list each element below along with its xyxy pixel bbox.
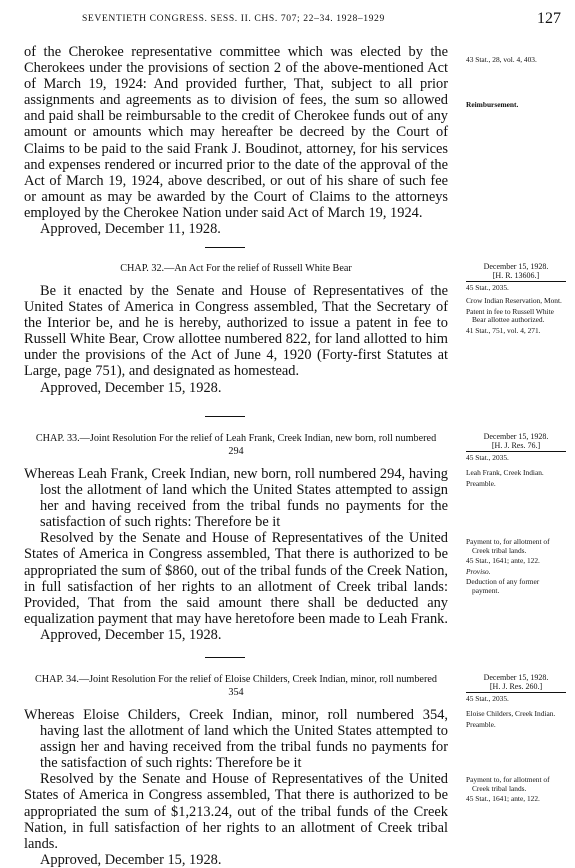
continued-text: of the Cherokee representative committee which was elected by the Cherokees under the provisions of section 2 of the above-mentioned Act of March 19, 1924: And provided further, That, subject to all prior assignments and agreements as to division of fees, the sum so allowed and paid shall be reimbursable to the credit of Cherokee funds out of any amount or amounts which may hereafter be decreed by the Court of Claims to be paid to the said Frank J. Boudinot, attorney, for his services and expenses rendered or incurred prior to the date of the approval of the Act of March 19, 1924, above described, or out of his share of such fee or amount as may be awarded by the Court of Claims to the attorneys employed by the Cherokee Nation under said Act of March 19, 1924.	[24, 44, 448, 221]
chapter-33-margin: December 15, 1928. [H. J. Res. 76.] 45 Stat., 2035. Leah Frank, Creek Indian. Preamble.	[466, 432, 566, 490]
whereas-clause: Whereas Eloise Childers, Creek Indian, minor, roll numbered 354, having last the allotment of land which the United States attempted to assign her and having received from the tribal funds no payments for the satisfaction of such rights: Therefore be it	[24, 707, 448, 772]
chapter-34-margin: December 15, 1928. [H. J. Res. 260.] 45 Stat., 2035. Eloise Childers, Creek Indian. Preamble.	[466, 673, 566, 731]
whereas-clause: Whereas Leah Frank, Creek Indian, new born, roll numbered 294, having lost the allotment of land which the United States attempted to assign her and having received from the tribal funds no payments for the satisfaction of such rights: Therefore be it	[24, 466, 448, 531]
date-bill-box: December 15, 1928. [H. J. Res. 76.]	[466, 432, 566, 452]
margin-note-reimbursement: Reimbursement.	[466, 100, 519, 109]
running-head: SEVENTIETH CONGRESS. SESS. II. CHS. 707; 22–34. 1928–1929	[82, 13, 385, 24]
date-bill-box: December 15, 1928. [H. R. 13606.]	[466, 262, 566, 282]
running-header	[0, 10, 575, 30]
chapter-32	[24, 262, 448, 396]
margin-note-citation: 43 Stat., 28, vol. 4, 403.	[466, 55, 537, 64]
chapter-32-margin: December 15, 1928. [H. R. 13606.] 45 Stat., 2035. Crow Indian Reservation, Mont. Patent in fee to Russell White Bear allottee authorized. 41 Stat., 751, vol. 4, 271.	[466, 262, 566, 337]
top-section	[24, 44, 448, 237]
chapter-33	[24, 432, 448, 643]
approved-date: Approved, December 11, 1928.	[40, 221, 221, 238]
section-divider	[205, 657, 245, 658]
chapter-34-margin-payment: Payment to, for allotment of Creek tribal lands. 45 Stat., 1641; ante, 122.	[466, 775, 550, 804]
date-bill-box: December 15, 1928. [H. J. Res. 260.]	[466, 673, 566, 693]
approved-date: Approved, December 15, 1928.	[40, 626, 222, 643]
approved-date: Approved, December 15, 1928.	[40, 379, 222, 396]
enacting-clause: Be it enacted by the Senate and House of Representatives of the United States of America in Congress assembled, That the Secretary of the Interior be, and he is hereby, authorized to issue a patent in fee to Russell White Bear, Crow allottee numbered 822, for land allotted to him under the provisions of the Act of June 4, 1920 (Forty-first Statutes at Large, page 751), and designated as homestead.	[24, 283, 448, 380]
page-number: 127	[537, 10, 561, 27]
section-divider	[205, 247, 245, 248]
approved-date: Approved, December 15, 1928.	[40, 851, 222, 868]
chapter-title: CHAP. 32.—An Act For the relief of Russell White Bear	[120, 263, 352, 274]
chapter-title: CHAP. 34.—Joint Resolution For the relief of Eloise Childers, Creek Indian, minor, roll numbered 354	[35, 674, 437, 698]
resolving-clause: Resolved by the Senate and House of Representatives of the United States of America in Congress assembled, That there is authorized to be appropriated the sum of $1,213.24, out of the tribal funds of the Creek Nation, in full satisfaction of her rights to an allotment of Creek tribal lands.	[24, 771, 448, 852]
chapter-34	[24, 673, 448, 868]
resolving-clause: Resolved by the Senate and House of Representatives of the United States of America in Congress assembled, That there is authorized to be appropriated the sum of $860, out of the tribal funds of the Creek Nation, in full satisfaction of her rights to an allotment of Creek tribal lands: Provided, That from the said amount there shall be deducted any equalization payment that may have heretofore been made to Leah Frank.	[24, 530, 448, 627]
section-divider	[205, 416, 245, 417]
chapter-33-margin-payment: Payment to, for allotment of Creek tribal lands. 45 Stat., 1641; ante, 122. Proviso. Deduction of any former payment.	[466, 537, 550, 595]
chapter-title: CHAP. 33.—Joint Resolution For the relief of Leah Frank, Creek Indian, new born, roll numbered 294	[35, 433, 437, 457]
